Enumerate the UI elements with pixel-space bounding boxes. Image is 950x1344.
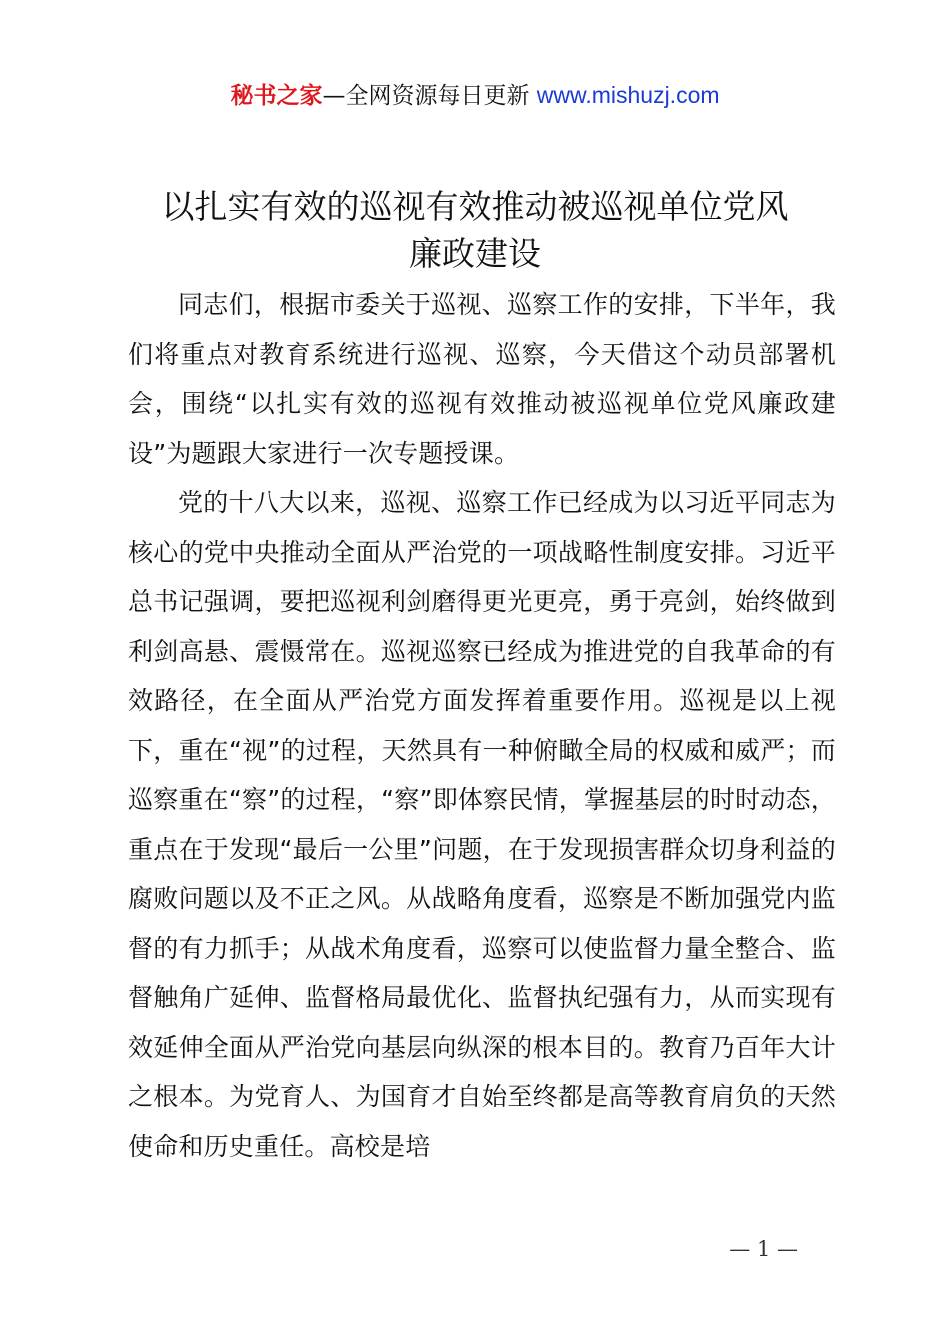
site-brand: 秘书之家 (230, 83, 323, 109)
title-line-1: 以扎实有效的巡视有效推动被巡视单位党风 (161, 187, 789, 226)
site-header (0, 78, 950, 113)
body-paragraph-2: 党的十八大以来，巡视、巡察工作已经成为以习近平同志为核心的党中央推动全面从严治党的一项战略性制度安排。习近平总书记强调，要把巡视利剑磨得更光更亮，勇于亮剑，始终做到利剑高悬、震慑常在。巡视巡察已经成为推进党的自我革命的有效路径，在全面从严治党方面发挥着重要作用。巡视是以上视下，重在“视”的过程，天然具有一种俯瞰全局的权威和威严；而巡察重在“察”的过程，“察”即体察民情，掌握基层的时时动态，重点在于发现“最后一公里”问题，在于发现损害群众切身利益的腐败问题以及不正之风。从战略角度看，巡察是不断加强党内监督的有力抓手；从战术角度看，巡察可以使监督力量全整合、监督触角广延伸、监督格局最优化、监督执纪强有力，从而实现有效延伸全面从严治党向基层向纵深的根本目的。教育乃百年大计之根本。为党育人、为国育才自始至终都是高等教育肩负的天然使命和历史重任。高校是培 (128, 488, 836, 1161)
title-line-2: 廉政建设 (409, 234, 541, 273)
body-paragraph-1: 同志们，根据市委关于巡视、巡察工作的安排，下半年，我们将重点对教育系统进行巡视、巡察，今天借这个动员部署机会，围绕“以扎实有效的巡视有效推动被巡视单位党风廉政建设”为题跟大家进行一次专题授课。 (128, 290, 836, 468)
document-title (60, 183, 890, 277)
document-body (128, 280, 836, 1171)
page-number: — 1 — (729, 1237, 798, 1261)
site-url-link[interactable]: www.mishuzj.com (536, 82, 720, 108)
site-slogan: —全网资源每日更新 (322, 83, 537, 109)
